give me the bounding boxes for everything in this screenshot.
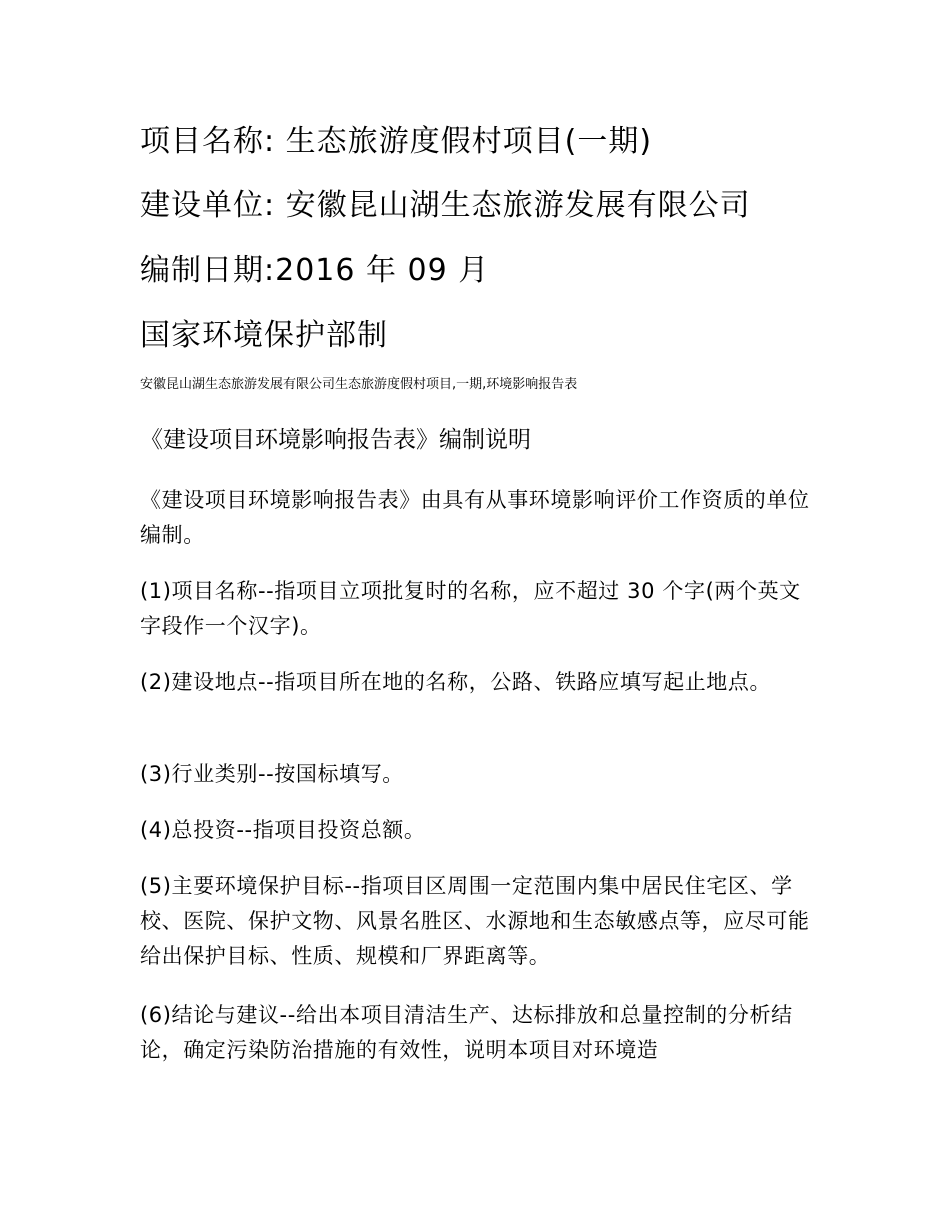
construction-unit-line: 建设单位: 安徽昆山湖生态旅游发展有限公司 (140, 188, 751, 223)
compile-date-line: 编制日期:2016 年 09 月 (140, 253, 490, 288)
instruction-item-industry: (3)行业类别--按国标填写。 (140, 762, 404, 786)
instruction-item-investment: (4)总投资--指项目投资总额。 (140, 818, 426, 842)
instruction-item-project-name: (1)项目名称--指项目立项批复时的名称，应不超过 30 个字(两个英文字段作一个汉字)。 (140, 579, 801, 638)
instruction-item-conclusion: (6)结论与建议--给出本项目清洁生产、达标排放和总量控制的分析结论，确定污染防治措施的有效性，说明本项目对环境造 (140, 1003, 793, 1062)
instruction-item-protection-targets: (5)主要环境保护目标--指项目区周围一定范围内集中居民住宅区、学校、医院、保护文物、风景名胜区、水源地和生态敏感点等，应尽可能给出保护目标、性质、规模和厂界距离等。 (140, 874, 810, 968)
instruction-paragraph: 《建设项目环境影响报告表》由具有从事环境影响评价工作资质的单位编制。 (140, 488, 810, 547)
instructions-title: 《建设项目环境影响报告表》编制说明 (140, 427, 531, 453)
project-name-line: 项目名称: 生态旅游度假村项目(一期) (140, 124, 653, 159)
instruction-item-location: (2)建设地点--指项目所在地的名称，公路、铁路应填写起止地点。 (140, 670, 772, 694)
issuer-line: 国家环境保护部制 (140, 318, 388, 353)
running-header: 安徽昆山湖生态旅游发展有限公司生态旅游度假村项目,一期,环境影响报告表 (140, 377, 578, 392)
